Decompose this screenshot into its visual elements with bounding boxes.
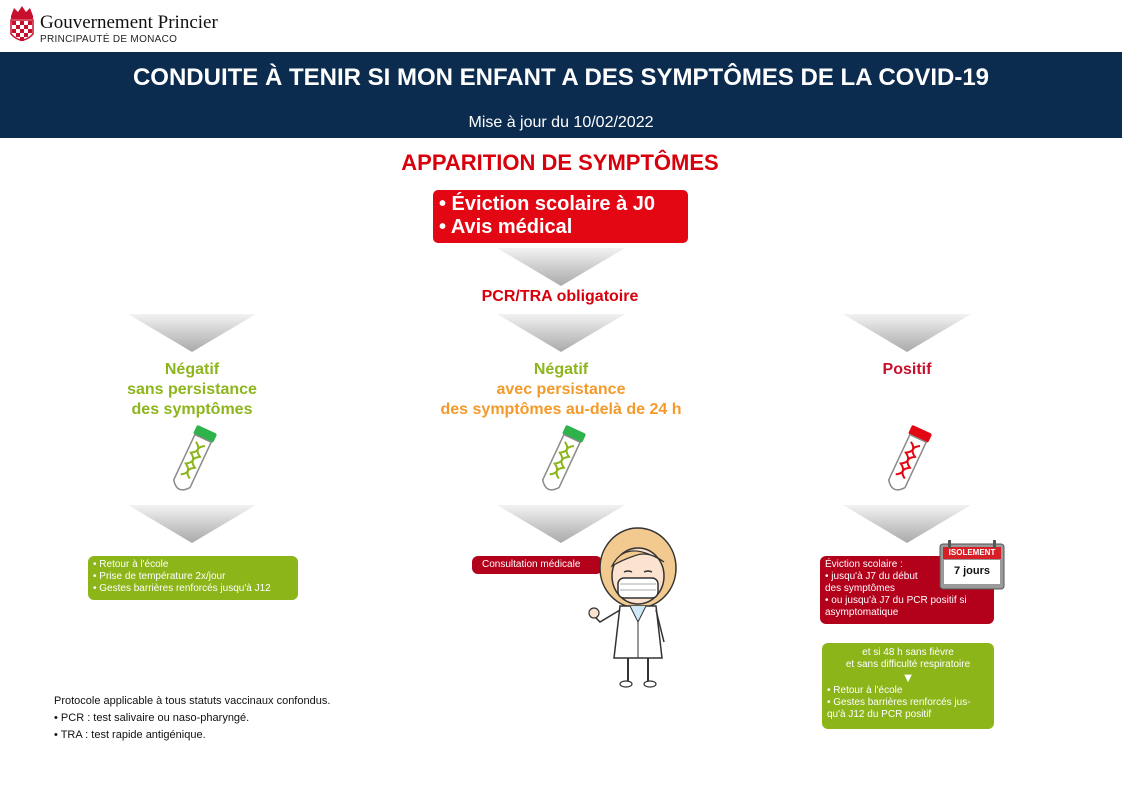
outcome-line: Négatif [533,361,589,378]
arrow-down-icon [497,314,625,352]
government-logo [8,4,228,48]
negative-actions-box [88,556,298,600]
outcome-negative-no-persistence [92,360,292,420]
action-item: • Retour à l'école [827,685,903,696]
action-item: Éviction scolaire : [825,559,903,570]
action-item: • Gestes barrières renforcés jusqu'à J12 [93,583,271,594]
outcome-line: des symptômes au-delà de 24 h [440,401,682,418]
test-tube-negative-icon [538,425,586,494]
action-item: • ou jusqu'à J7 du PCR positif si [825,595,967,606]
initial-actions-box [433,190,688,243]
outcome-negative-persistence [411,360,711,420]
followup-condition: et sans difficulté respiratoire [845,659,971,670]
outcome-line: sans persistance [127,381,257,398]
arrow-down-icon [497,248,625,286]
outcome-positive [807,360,1007,380]
consultation-box [472,556,602,574]
followup-condition: et si 48 h sans fièvre [862,647,954,658]
test-tube-positive-icon [884,425,932,494]
isolation-badge: ISOLEMENT [948,548,996,557]
update-date: Mise à jour du 10/02/2022 [468,114,654,131]
footnotes [54,693,330,744]
page-title: CONDUITE À TENIR SI MON ENFANT A DES SYMPTÔMES DE LA COVID-19 [132,64,990,91]
action-item: • Retour à l'école [93,559,169,570]
title-banner [0,52,1122,138]
action-item: • Gestes barrières renforcés jus- [827,697,971,708]
test-requirement: PCR/TRA obligatoire [481,288,639,305]
monaco-crest-icon [8,4,36,48]
arrow-down-icon [843,505,971,543]
action-item: qu'à J12 du PCR positif [827,709,932,720]
test-tube-negative-icon [169,425,217,494]
footnote: • PCR : test salivaire ou naso-pharyngé. [54,712,250,724]
action-item: Consultation médicale [482,559,581,570]
footnote: Protocole applicable à tous statuts vaccinaux confondus. [54,695,331,707]
outcome-line: Positif [882,361,932,378]
doctor-illustration [586,526,686,690]
action-item: des symptômes [825,583,896,594]
arrow-down-icon: ▼ [901,670,915,685]
footnote: • TRA : test rapide antigénique. [54,729,206,741]
arrow-down-icon [128,314,256,352]
outcome-line: Négatif [164,361,220,378]
symptoms-title: APPARITION DE SYMPTÔMES [401,150,719,175]
action-item: • Prise de température 2x/jour [93,571,226,582]
action-item: • jusqu'à J7 du début [825,571,918,582]
arrow-down-icon [128,505,256,543]
followup-box [822,643,994,729]
initial-action: • Avis médical [439,216,573,238]
arrow-down-icon [843,314,971,352]
org-title: Gouvernement Princier [40,12,218,33]
calendar-icon [939,540,1005,590]
action-item: asymptomatique [825,607,899,618]
outcome-line: des symptômes [131,401,253,418]
initial-action: • Éviction scolaire à J0 [439,193,655,215]
outcome-line: avec persistance [496,381,626,398]
org-subtitle: PRINCIPAUTÉ DE MONACO [40,34,178,45]
isolation-days: 7 jours [953,565,991,577]
